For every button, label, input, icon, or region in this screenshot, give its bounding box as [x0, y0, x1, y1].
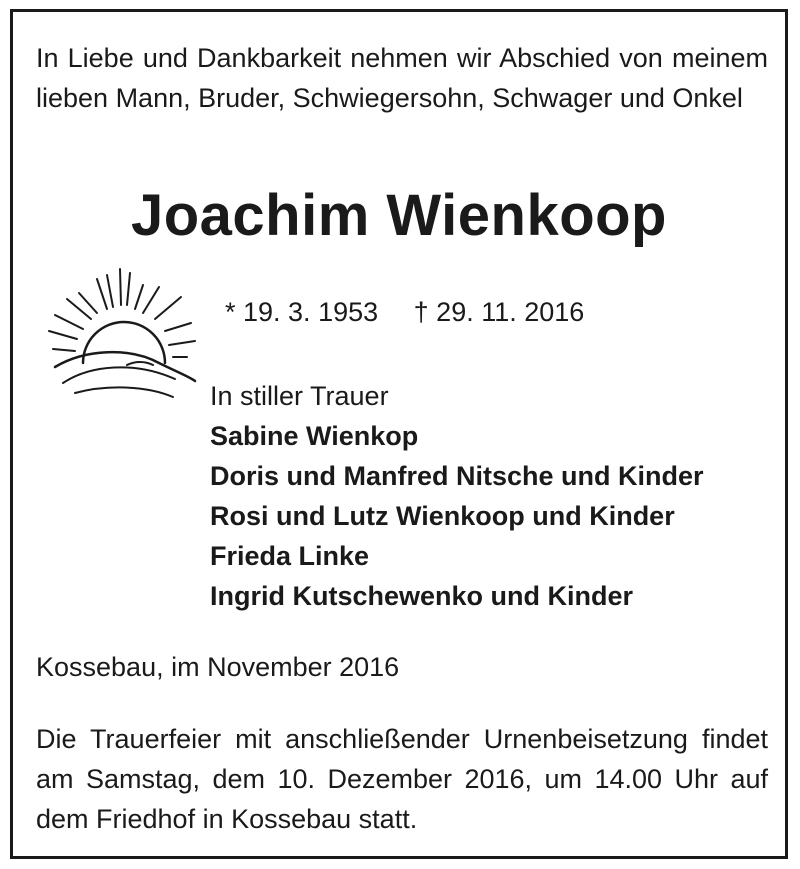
birth-date: * 19. 3. 1953 — [225, 297, 379, 327]
death-notice — [10, 9, 788, 859]
life-dates — [225, 297, 584, 328]
intro-text: In Liebe und Dankbarkeit nehmen wir Abschied von meinem lieben Mann, Bruder, Schwiegersohn, Schwager und Onkel — [36, 43, 768, 113]
mourning-intro: In stiller Trauer — [210, 381, 389, 411]
sunset-over-hills-icon — [35, 267, 205, 402]
mourner-name: Sabine Wienkop — [210, 421, 419, 451]
mourner-name: Doris und Manfred Nitsche und Kinder — [210, 461, 704, 491]
mourner-name: Rosi und Lutz Wienkoop und Kinder — [210, 501, 675, 531]
deceased-name: Joachim Wienkoop — [130, 183, 667, 248]
mourner-name: Frieda Linke — [210, 541, 370, 571]
place-date: Kossebau, im November 2016 — [36, 652, 400, 682]
mourners-block — [210, 376, 770, 616]
ceremony-text: Die Trauerfeier mit anschließender Urnenbeisetzung findet am Samstag, dem 10. Dezember 2016, um 14.00 Uhr auf dem Friedhof in Kossebau statt. — [36, 724, 768, 834]
death-date: † 29. 11. 2016 — [413, 297, 585, 327]
mourner-name: Ingrid Kutschewenko und Kinder — [210, 581, 634, 611]
